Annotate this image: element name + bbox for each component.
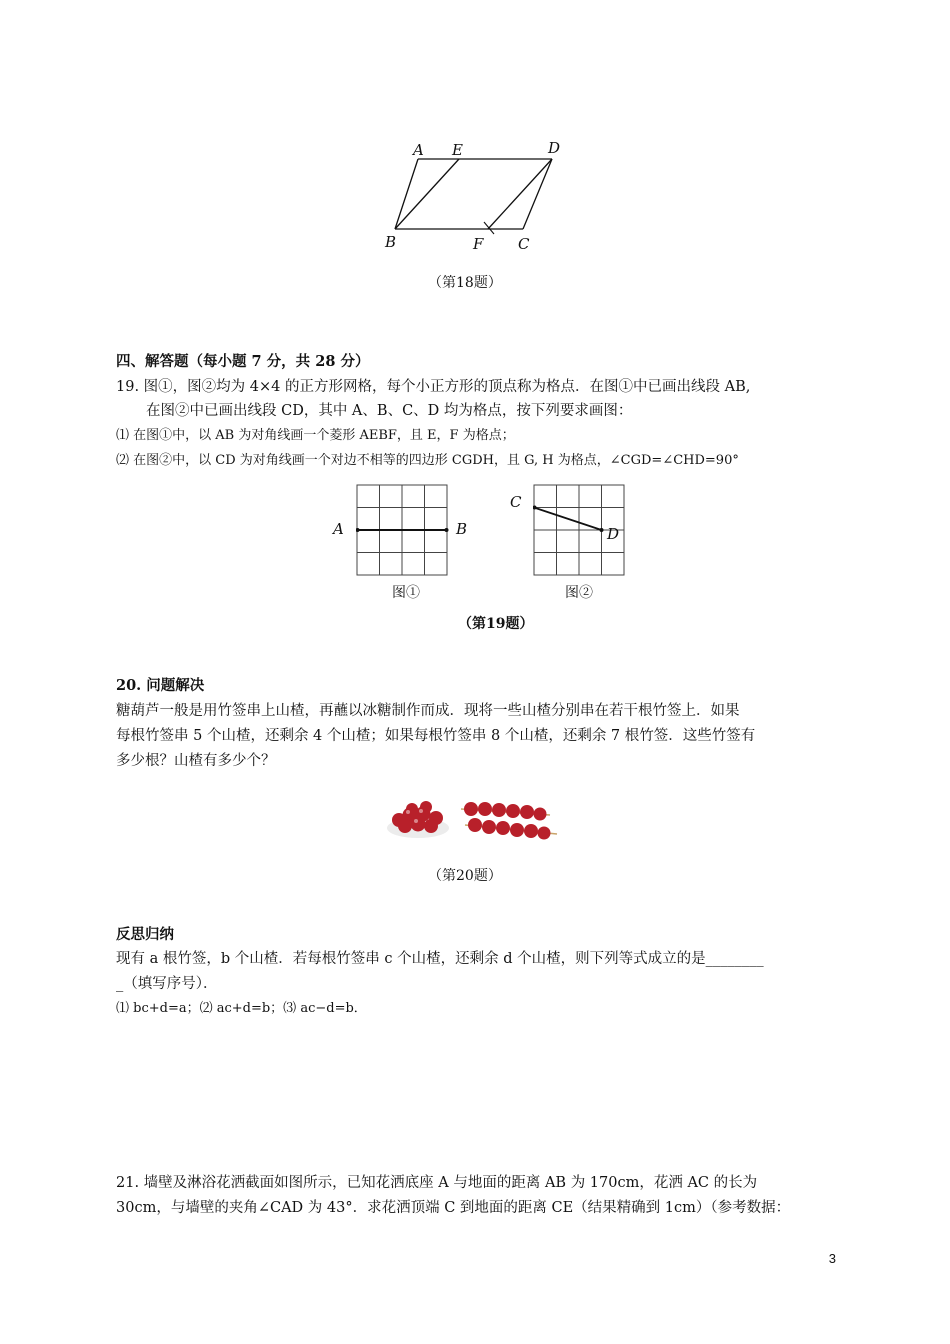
section-title: 四、解答题（每小题 7 分，共 28 分） (116, 353, 370, 370)
page-number: 3 (828, 1251, 836, 1266)
q19-line-1: 19. 图①，图②均为 4×4 的正方形网格，每个小正方形的顶点称为格点．在图①中已画出线段 AB, (116, 379, 751, 395)
tanghulu-illustration (385, 793, 560, 853)
grid2-label-d: D (607, 525, 620, 543)
reflect-line-2: _（填写序号）． (116, 976, 218, 992)
q20-line-1: 糖葫芦一般是用竹签串上山楂，再蘸以冰糖制作而成．现将一些山楂分别串在若干根竹签上．如果 (116, 703, 740, 719)
q19-item-1: ⑴ 在图①中，以 AB 为对角线画一个菱形 AEBF，且 E，F 为格点； (116, 428, 515, 443)
grid1-label-a: A (333, 520, 344, 538)
label-c: C (518, 235, 530, 253)
grid2-name: 图② (565, 585, 593, 601)
label-b: B (385, 233, 397, 251)
label-a: A (413, 141, 424, 159)
grid-1 (356, 484, 450, 578)
figure-19 (330, 482, 630, 602)
label-e: E (452, 141, 463, 159)
q21-line-1: 21. 墙壁及淋浴花洒截面如图所示，已知花洒底座 A 与地面的距离 AB 为 170cm，花洒 AC 的长为 (116, 1175, 758, 1191)
figure-19-caption: （第19题） (458, 616, 534, 632)
q20-line-3: 多少根？山楂有多少个？ (116, 753, 276, 769)
label-f: F (473, 235, 484, 253)
figure-20-caption: （第20题） (428, 868, 502, 884)
q20-line-2: 每根竹签串 5 个山楂，还剩余 4 个山楂；如果每根竹签串 8 个山楂，还剩余 7 根竹签．这些竹签有 (116, 728, 756, 744)
grid2-label-c: C (510, 493, 522, 511)
q19-line-2: 在图②中已画出线段 CD，其中 A、B、C、D 均为格点，按下列要求画图： (146, 403, 633, 419)
figure-18-caption: （第18题） (428, 275, 502, 291)
grid1-name: 图① (392, 585, 420, 601)
label-d: D (548, 139, 561, 157)
reflect-line-1: 现有 a 根竹签，b 个山楂．若每根竹签串 c 个山楂，还剩余 d 个山楂，则下列等式成立的是________ (116, 951, 764, 967)
figure-18 (380, 138, 580, 258)
q19-item-2: ⑵ 在图②中，以 CD 为对角线画一个对边不相等的四边形 CGDH，且 G, H 为格点，∠CGD=∠CHD=90° (116, 453, 739, 468)
q20-title: 20. 问题解决 (116, 677, 205, 694)
grid1-label-b: B (456, 520, 468, 538)
q21-line-2: 30cm，与墙壁的夹角∠CAD 为 43°．求花洒顶端 C 到地面的距离 CE（结果精确到 1cm）（参考数据： (116, 1200, 791, 1216)
reflect-line-3: ⑴ bc+d=a；⑵ ac+d=b；⑶ ac−d=b． (116, 1001, 367, 1016)
reflect-title: 反思归纳 (116, 926, 174, 943)
